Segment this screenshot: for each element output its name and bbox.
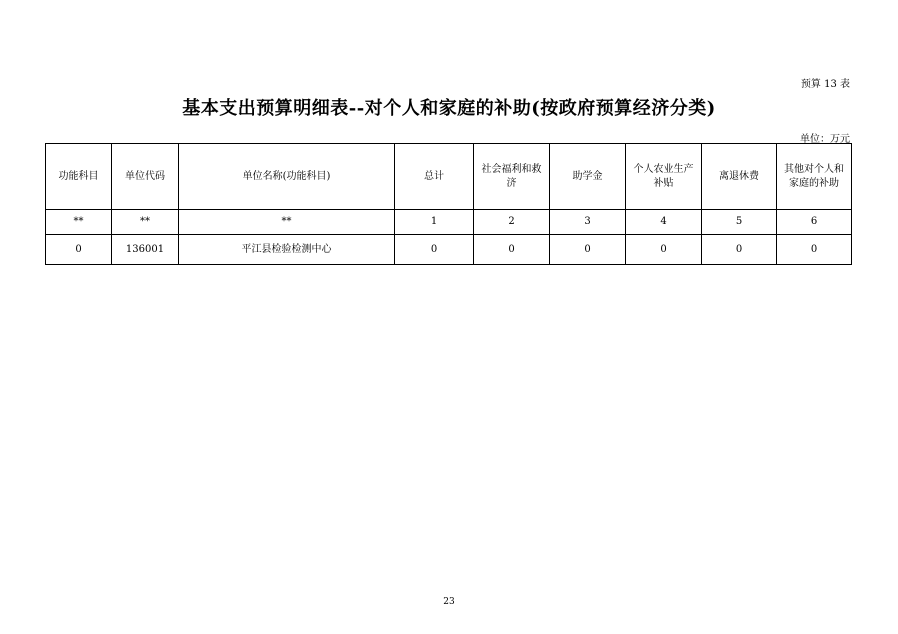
table-row: [46, 235, 852, 265]
header-row: [46, 144, 852, 210]
table-cell: 0: [702, 235, 777, 265]
column-header: 个人农业生产补贴: [626, 144, 702, 210]
table-cell: 0: [550, 235, 626, 265]
index-cell: **: [179, 210, 395, 235]
column-header: 单位代码: [112, 144, 179, 210]
index-cell: 2: [474, 210, 550, 235]
page-number: 23: [443, 597, 455, 607]
index-cell: 5: [702, 210, 777, 235]
table-cell: 0: [395, 235, 474, 265]
index-cell: 1: [395, 210, 474, 235]
column-header: 社会福利和救济: [474, 144, 550, 210]
table-number: 预算 13 表: [800, 79, 850, 90]
table-cell: 0: [46, 235, 112, 265]
index-cell: **: [46, 210, 112, 235]
table-cell: 0: [474, 235, 550, 265]
index-row: [46, 210, 852, 235]
column-header: 功能科目: [46, 144, 112, 210]
table-cell: 0: [626, 235, 702, 265]
index-cell: 6: [777, 210, 852, 235]
budget-table: [45, 143, 852, 265]
index-cell: 4: [626, 210, 702, 235]
page-title: 基本支出预算明细表--对个人和家庭的补助(按政府预算经济分类): [182, 98, 716, 119]
index-cell: 3: [550, 210, 626, 235]
column-header: 单位名称(功能科目): [179, 144, 395, 210]
column-header: 助学金: [550, 144, 626, 210]
index-cell: **: [112, 210, 179, 235]
table-cell: 0: [777, 235, 852, 265]
table-cell: 136001: [112, 235, 179, 265]
table-cell: 平江县检验检测中心: [179, 235, 395, 265]
unit-label: 单位：万元: [800, 134, 850, 145]
column-header: 离退休费: [702, 144, 777, 210]
column-header: 总计: [395, 144, 474, 210]
column-header: 其他对个人和家庭的补助: [777, 144, 852, 210]
